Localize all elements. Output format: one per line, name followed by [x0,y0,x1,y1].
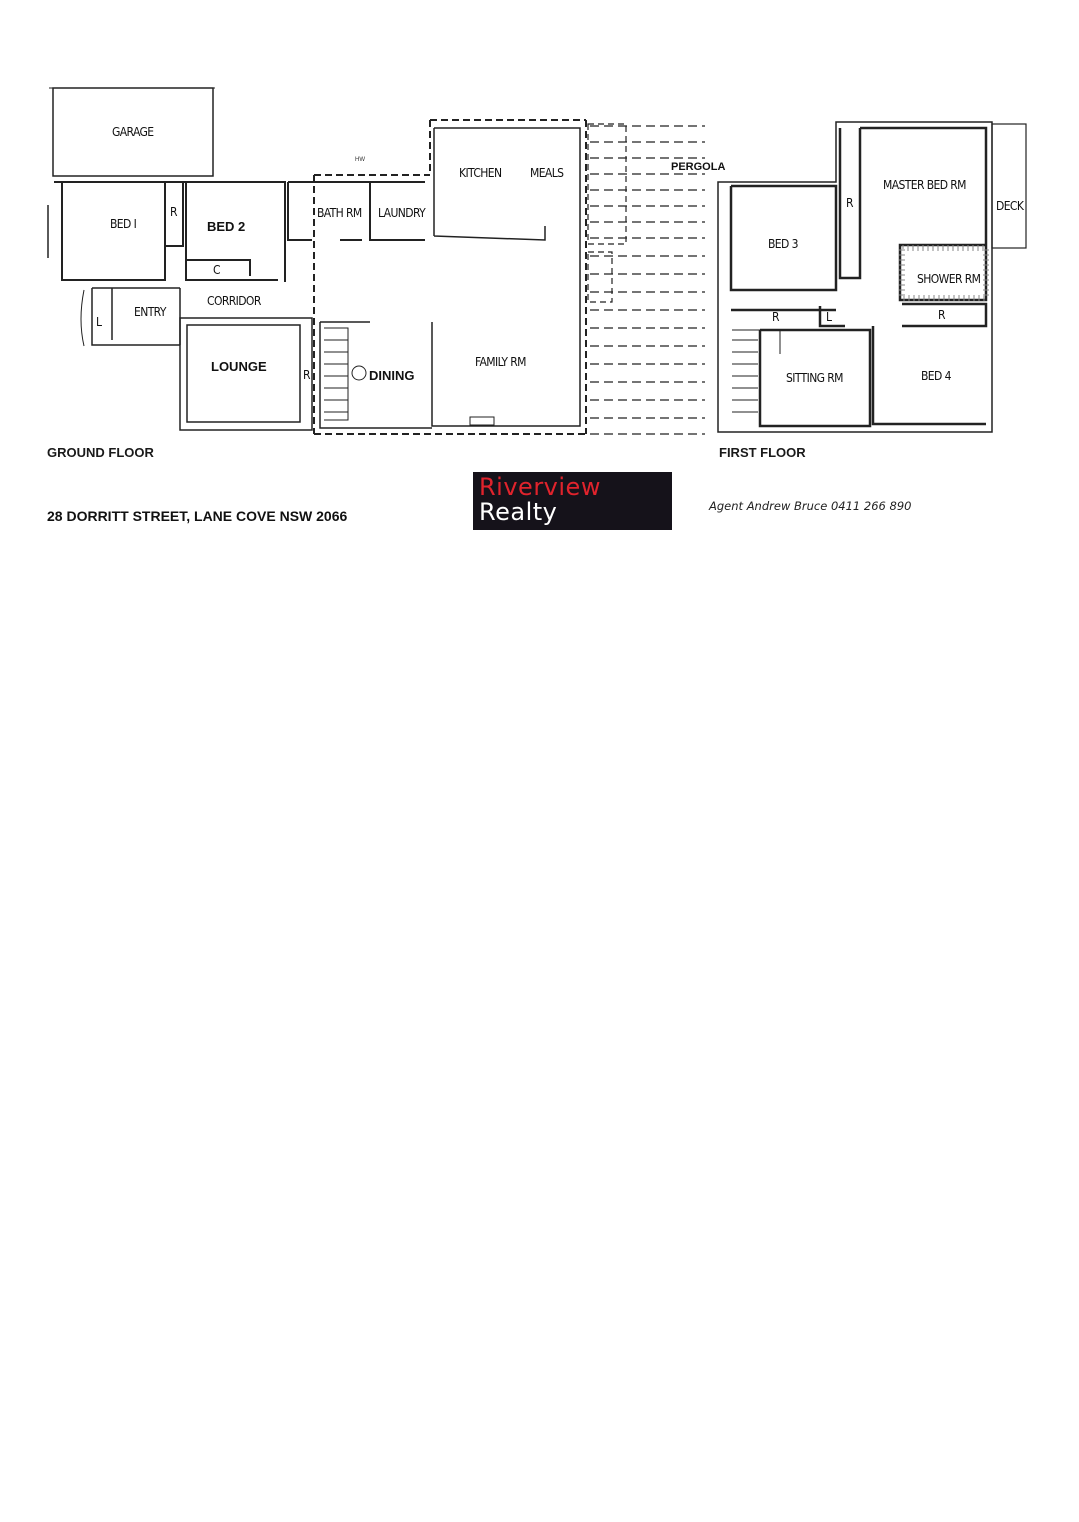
label-lounge: LOUNGE [211,359,267,374]
label-laundry: LAUNDRY [378,206,426,220]
label-bed3: BED 3 [768,237,798,251]
label-bed4: BED 4 [921,369,951,383]
lounge-walls [180,318,312,430]
label-bed2: BED 2 [207,219,246,234]
label-robe-bed4: R [938,308,945,322]
label-deck: DECK [996,199,1024,213]
deck-outline [992,124,1026,248]
riverview-realty-logo [473,472,672,530]
label-robe-master: R [846,196,853,210]
label-cupboard: C [213,263,220,277]
stairs-ground [324,328,348,420]
label-pergola: PERGOLA [671,161,726,173]
label-bath: BATH RM [317,206,362,220]
agent-contact: Agent Andrew Bruce 0411 266 890 [709,499,912,513]
label-robe-bed3: R [772,310,779,324]
label-meals: MEALS [530,166,564,180]
label-garage: GARAGE [112,125,154,139]
ground-floor-caption: GROUND FLOOR [47,445,154,460]
label-master: MASTER BED RM [883,178,966,192]
logo-line2: Realty [479,498,558,526]
label-corridor: CORRIDOR [207,294,261,308]
label-sitting: SITTING RM [786,371,843,385]
label-bed1: BED I [110,217,137,231]
label-linen-ground: L [96,315,102,329]
label-linen-first: L [826,310,832,324]
label-entry: ENTRY [134,305,166,319]
property-address: 28 DORRITT STREET, LANE COVE NSW 2066 [47,508,348,524]
kitchen-walls [434,128,580,250]
first-floor-caption: FIRST FLOOR [719,445,806,460]
label-shower: SHOWER RM [917,272,981,286]
label-kitchen: KITCHEN [459,166,502,180]
label-family: FAMILY RM [475,355,526,369]
stairs-first [732,330,780,412]
label-robe1: R [170,205,177,219]
label-robe2: R [303,368,310,382]
bedrooms-walls [54,182,285,282]
family-walls [432,250,580,426]
logo-line1: Riverview [479,473,601,501]
label-dining: DINING [369,368,415,383]
label-hw: HW [355,157,365,163]
